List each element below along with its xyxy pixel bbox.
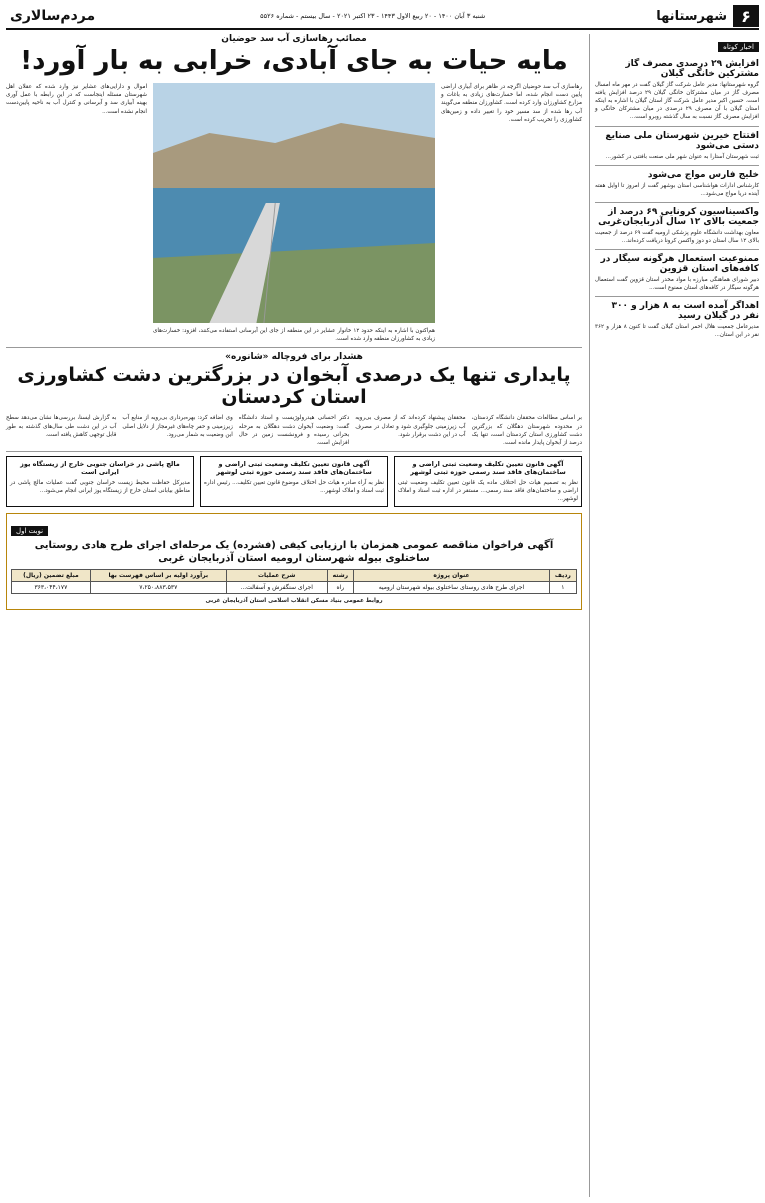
top-story-headline: مایه حیات به جای آبادی، خرابی به بار آورد! — [20, 46, 568, 76]
second-story-kicker: هشدار برای فروچاله «شانوره» — [225, 352, 363, 363]
dam-photo — [153, 83, 435, 323]
tender-badge: نوبت اول — [11, 526, 48, 536]
notice-body: نظر به آراء صادره هیات حل اختلاف موضوع قانون تعیین تکلیف... رئیس اداره ثبت اسناد و املاک لوشهر... — [204, 479, 384, 494]
masthead — [6, 4, 759, 30]
legal-notice — [394, 456, 582, 507]
short-news-title: اهداگر آمده است به ۸ هزار و ۳۰۰ نفر در گیلان رسید — [611, 301, 759, 322]
tender-table — [11, 569, 577, 594]
main-area — [6, 34, 582, 1197]
short-news-list — [595, 59, 759, 340]
short-news-item — [595, 165, 759, 198]
second-story-column: بر اساس مطالعات محققان دانشگاه کردستان، در محدوده شهرستان دهگلان که بزرگترین دشت کشاورزی استان کردستان است، تنها یک درصد از آبخوان پایدار مانده است. — [471, 415, 582, 446]
notice-title: آگهی قانون تعیین تکلیف وضعیت ثبتی اراضی و ساختمان‌های فاقد سند رسمی حوزه ثبتی لوشهر — [216, 459, 372, 476]
table-cell: اجرای سنگفرش و آسفالت... — [226, 582, 327, 594]
notices-row — [6, 456, 582, 507]
tender-footer: روابط عمومی بنیاد مسکن انقلاب اسلامی استان آذربایجان غربی — [205, 598, 383, 605]
second-story-column: محققان پیشنهاد کرده‌اند که از مصرف بی‌رویه آب زیرزمینی جلوگیری شود و تعادل در مصرف آب در این دشت برقرار شود. — [355, 415, 466, 438]
short-news-title: ممنوعیت استعمال هرگونه سیگار در کافه‌های استان قزوین — [600, 254, 759, 275]
short-news-item — [595, 59, 759, 122]
table-cell: ۳۶۳،۰۴۴،۱۷۷ — [12, 582, 91, 594]
second-story-body — [6, 414, 582, 446]
legal-notice — [200, 456, 388, 507]
second-story-column: به گزارش ایسنا، بررسی‌ها نشان می‌دهد سطح آب در این دشت طی سال‌های گذشته به طور قابل توجهی کاهش یافته است. — [5, 415, 117, 438]
section-title: شهرستانها — [656, 8, 727, 24]
short-news-body: دبیر شورای هماهنگی مبارزه با مواد مخدر استان قزوین گفت استعمال هرگونه سیگار در کافه‌های استان ممنوع است... — [595, 277, 759, 292]
second-story-column: وی اضافه کرد: بهره‌برداری بی‌رویه از منابع آب زیرزمینی و حفر چاه‌های غیرمجاز از دلایل اصلی این وضعیت به شمار می‌رود. — [122, 415, 233, 438]
table-cell: ۷،۲۵۰،۸۸۳،۵۳۷ — [90, 582, 226, 594]
top-story-paragraph: اموال و دارایی‌های عشایر نیز وارد شده که عقلان اهل شهرستان مسئله اینجاست که در این رابطه با عمل آوری بهینه آبیاری سد و آبرسانی و کنترل آب به ناحیه پایین‌دست انجام نشده است... — [6, 84, 147, 115]
top-story-paragraph: رهاسازی آب سد حوضیان اگرچه در ظاهر برای آبیاری اراضی پایین دست انجام شده، اما خسارت‌های زیادی به باغات و مزارع کشاورزان وارد کرده است. کشاورزان منطقه می‌گویند آب رها شده از سد مسیر خود را تغییر داده و زمین‌های کشاورزی را تخریب کرده است. — [441, 84, 582, 123]
short-news-title: خلیج فارس مواج می‌شود — [647, 169, 759, 180]
short-news-body: ثبت شهرستان آستارا به عنوان شهر ملی صنعت بافتنی در کشور... — [605, 153, 759, 160]
short-news-body: معاون بهداشت دانشگاه علوم پزشکی ارومیه گفت ۶۹ درصد از جمعیت بالای ۱۲ سال استان دو دوز واکسن کرونا دریافت کرده‌اند... — [595, 229, 759, 244]
tender-column-header: ردیف — [549, 570, 576, 582]
tender-column-header: شرح عملیات — [226, 570, 327, 582]
notice-title: مالچ پاشی در خراسان جنوبی خارج از زیستگاه یوز ایرانی است — [20, 459, 180, 476]
tender-column-header: برآورد اولیه بر اساس فهرست بها — [90, 570, 226, 582]
top-story-paragraph: هم‌اکنون با اشاره به اینکه حدود ۱۲ خانوار عشایر در این منطقه از جای این آبرسانی استفاده می‌کنند، افزود: خسارت‌های زیادی به کشاورزان منطقه وارد شده است. — [153, 328, 435, 343]
paper-name: مردم‌سالاری — [10, 8, 96, 24]
tender-column-header: مبلغ تضمین (ریال) — [12, 570, 91, 582]
top-story-body — [6, 83, 582, 343]
short-news-title: افزایش ۲۹ درصدی مصرف گاز مشترکین خانگی گیلان — [625, 59, 759, 79]
short-news-body: کارشناس ادارات هواشناسی استان بوشهر گفت از امروز تا اوایل هفته آینده دریا مواج می‌شود... — [595, 182, 759, 197]
tender-title: آگهی فراخوان مناقصه عمومی همزمان با ارزیابی کیفی (فشرده) یک مرحله‌ای اجرای طرح هادی روستایی ساختلوی بیوله شهرستان ارومیه استان آذربایجان غربی — [34, 540, 554, 565]
short-news-body: گروه شهرستانها: مدیر عامل شرکت گاز گیلان گفت در مهر ماه امسال مصرف گاز در میان مشترکان خانگی گیلان ۲۹ درصد افزایش یافته است. حسین اکبر مدیر عامل شرکت گاز استان گیلان با اشاره به اینکه استان گیلان با آن مصرف ۲۹ درصدی در میان مشترکان خانگی و افزایش مصرف گاز نسبت به سال گذشته روبرو است... — [595, 82, 759, 121]
short-news-title: واکسیناسیون کرونایی ۶۹ درصد از جمعیت بالای ۱۲ سال آذربایجان‌غربی — [598, 206, 759, 227]
page-number: ۶ — [733, 5, 759, 27]
tender-column-header: رشته — [327, 570, 354, 582]
legal-notice — [6, 456, 194, 507]
short-news-item — [595, 249, 759, 292]
table-row — [12, 582, 577, 594]
notice-title: آگهی قانون تعیین تکلیف وضعیت ثبتی اراضی و ساختمان‌های فاقد سند رسمی حوزه ثبتی لوشهر — [410, 459, 566, 476]
short-news-tag: اخبار کوتاه — [718, 42, 759, 52]
tender-column-header: عنوان پروژه — [354, 570, 550, 582]
table-cell: ۱ — [549, 582, 576, 594]
short-news-body: مدیرعامل جمعیت هلال احمر استان گیلان گفت تا کنون ۸ هزار و ۳۶۲ نفر در این استان... — [595, 324, 760, 339]
dateline: شنبه ۳ آبان ۱۴۰۰ - ۲۰ ربیع الاول ۱۴۴۳ - ۲۳ اکتبر ۲۰۲۱ - سال بیستم - شماره ۵۵۲۶ — [260, 12, 486, 20]
short-news-title: افتتاح خیرین شهرستان ملی صنایع دستی می‌شود — [605, 130, 759, 151]
tender-notice — [6, 513, 582, 610]
top-story-kicker: مصائب رهاسازی آب سد حوضیان — [221, 34, 367, 44]
notice-body: مدیرکل حفاظت محیط زیست خراسان جنوبی گفت عملیات مالچ پاشی در مناطق بیابانی استان خارج از زیستگاه یوز ایرانی انجام می‌شود... — [10, 479, 190, 494]
second-story-column: دکتر احسانی هیدرولوژیست و استاد دانشگاه گفت: وضعیت آبخوان دشت دهگلان به مرحله بحرانی رسیده و فرونشست زمین در حال افزایش است. — [238, 415, 350, 446]
second-story-headline: پایداری تنها یک درصدی آبخوان در بزرگترین دشت کشاورزی استان کردستان — [17, 364, 571, 409]
short-news-item — [595, 202, 759, 245]
short-news-item — [595, 296, 759, 339]
notice-body: نظر به تصمیم هیات حل اختلاف ماده یک قانون تعیین تکلیف وضعیت ثبتی اراضی و ساختمان‌های فاقد سند رسمی... مستقر در اداره ثبت اسناد و املاک لوشهر... — [398, 479, 578, 503]
table-cell: اجرای طرح هادی روستای ساختلوی بیوله شهرستان ارومیه — [354, 582, 550, 594]
table-cell: راه — [327, 582, 354, 594]
short-news-item — [595, 126, 759, 161]
short-news-column — [589, 34, 759, 1197]
